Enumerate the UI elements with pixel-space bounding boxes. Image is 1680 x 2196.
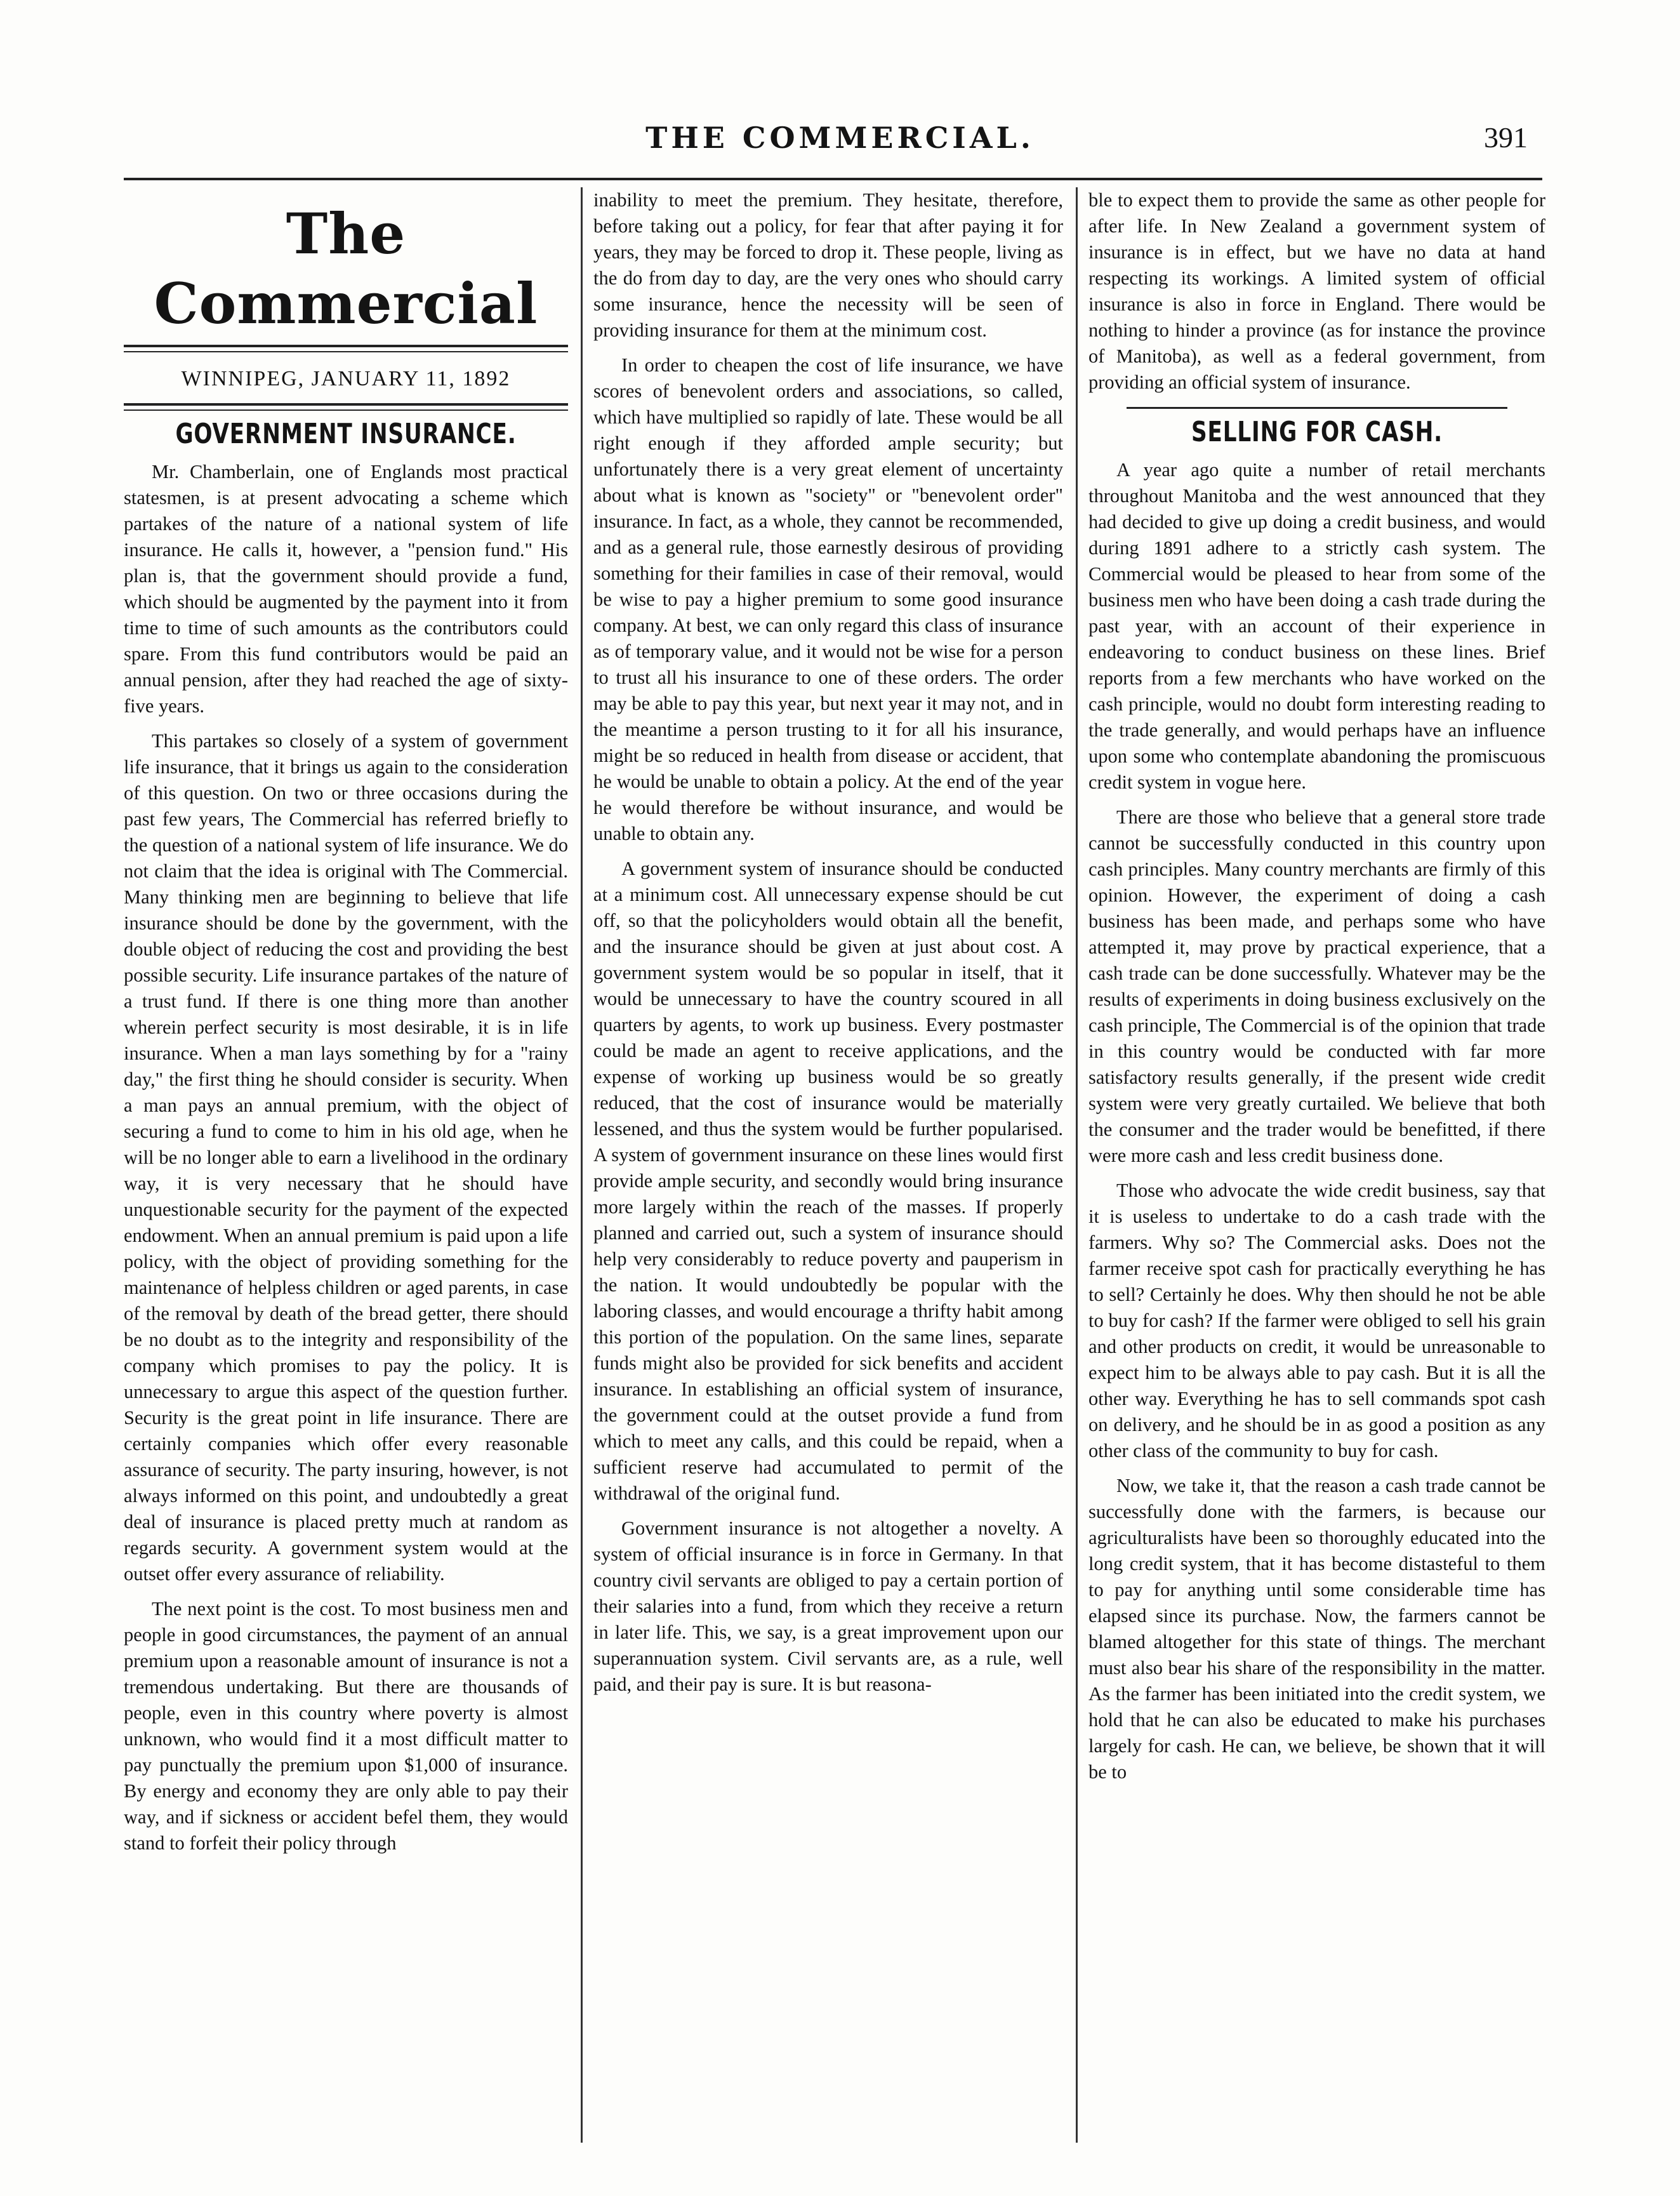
top-rule — [124, 178, 1542, 180]
article-paragraph: The next point is the cost. To most business men and people in good circumstances, the payment of an annual premium upon a reasonable amount of insurance is not a tremendous undertaking. But there are thousands of people, even in this country where poverty is almost unknown, who would find it a most difficult matter to pay punctually the premium upon $1,000 of insurance. By energy and economy they are only able to pay their way, and if sickness or accident befel them, they would stand to forfeit their policy through — [124, 1598, 568, 1854]
article-paragraph: inability to meet the premium. They hesitate, therefore, before taking out a policy, for fear that after paying it for years, they may be forced to drop it. These people, living as the do from day to day, are the very ones who should carry some insurance, hence the necessity will be seen of providing insurance for them at the minimum cost. — [593, 189, 1063, 341]
article-headline: GOVERNMENT INSURANCE. — [175, 418, 517, 450]
article-paragraph: In order to cheapen the cost of life insurance, we have scores of benevolent orders and associations, so called, which have multiplied so rapidly of late. These would be all right enough if they afforded ample security; but unfortunately there is a very great element of uncertainty about what is known as "society" or "benevolent order" insurance. In fact, as a whole, they cannot be recommended, and as a general rule, those earnestly desirous of providing something for their families in case of their removal, would be wise to pay a higher premium to some good insurance company. At best, we can only regard this class of insurance as of temporary value, and it would not be wise for a person to trust all his insurance to one of these orders. The order may be able to pay this year, but next year it may not, and in the meantime a person trusting to it for all his insurance, might be so reduced in health from disease or accident, that he would be unable to obtain a policy. At the end of the year he would therefore be without insurance, and would be unable to obtain any. — [593, 354, 1063, 844]
article-separator — [1127, 407, 1507, 409]
dateline-rule — [124, 403, 568, 411]
article-paragraph: There are those who believe that a general store trade cannot be successfully conducted in this country upon cash principles. Many country merchants are firmly of this opinion. However, the experiment of doing a cash business has been made, and perhaps some who have attempted it, may prove by practical experience, that a cash trade can be done successfully. Whatever may be the results of experiments in doing business exclusively on the cash principle, The Commercial is of the opinion that trade in this country would be conducted with far more satisfactory results generally, if the present wide credit system were very greatly curtailed. We believe that both the consumer and the trader would be benefitted, if there were more cash and less credit business done. — [1088, 806, 1545, 1166]
article-paragraph: Now, we take it, that the reason a cash trade cannot be successfully done with the farmers, is because our agriculturalists have been so thoroughly educated into the long credit system, that it has become distasteful to them to pay for anything until some considerable time has elapsed since its purchase. Now, the farmers cannot be blamed altogether for this state of things. The merchant must also bear his share of the responsibility in the matter. As the farmer has been initiated into the credit system, we hold that he can also be educated to make his purchases largely for cash. He can, we believe, be shown that it will be to — [1088, 1475, 1545, 1783]
title-rule — [124, 345, 568, 352]
column-2 — [593, 187, 1063, 2143]
column-3 — [1088, 187, 1545, 2143]
dateline: WINNIPEG, JANUARY 11, 1892 — [181, 367, 511, 390]
column-divider — [581, 187, 583, 2143]
article-paragraph: Mr. Chamberlain, one of Englands most practical statesmen, is at present advocating a scheme which partakes of the nature of a national system of life insurance. He calls it, however, a "pension fund." His plan is, that the government should provide a fund, which should be augmented by the payment into it from time to time of such amounts as the contributors could spare. From this fund contributors would be paid an annual pension, after they had reached the age of sixty-five years. — [124, 461, 568, 717]
column-1 — [124, 187, 568, 2143]
article-headline: SELLING FOR CASH. — [1191, 416, 1443, 448]
paper-title: The Commercial — [154, 201, 538, 336]
article-paragraph: Government insurance is not altogether a novelty. A system of official insurance is in force in Germany. In that country civil servants are obliged to pay a certain portion of their salaries into a fund, from which they receive a return in later life. This, we say, is a great improvement upon our superannuation system. Civil servants are, as a rule, well paid, and their pay is sure. It is but reasona- — [593, 1517, 1063, 1695]
article-paragraph: This partakes so closely of a system of government life insurance, that it brings us again to the consideration of this question. On two or three occasions during the past few years, The Commercial has referred briefly to the question of a national system of life insurance. We do not claim that the idea is original with The Commercial. Many thinking men are beginning to believe that life insurance should be done by the government, with the double object of reducing the cost and providing the best possible security. Life insurance partakes of the nature of a trust fund. If there is one thing more than another wherein perfect security is most desirable, it is in life insurance. When a man lays something by for a "rainy day," the first thing he should consider is security. When a man pays an annual premium, with the object of securing a fund to come to him in his old age, when he will be no longer able to earn a livelihood in the ordinary way, it is very necessary that he should have unquestionable security for the payment of the expected endowment. When an annual premium is paid upon a life policy, with the object of providing something for the maintenance of helpless children or aged parents, in case of the removal by death of the bread getter, there should be no doubt as to the integrity and responsibility of the company which promises to pay the policy. It is unnecessary to argue this aspect of the question further. Security is the great point in life insurance. There are certainly companies which offer every reasonable assurance of security. The party insuring, however, is not always informed on this point, and undoubtedly a great deal of insurance is placed pretty much at random as regards security. A government system would at the outset offer every assurance of reliability. — [124, 730, 568, 1585]
running-header — [0, 121, 1680, 165]
column-divider — [1076, 187, 1078, 2143]
page-number: 391 — [1484, 121, 1528, 154]
article-paragraph: A year ago quite a number of retail merchants throughout Manitoba and the west announced that they had decided to give up doing a credit business, and would during 1891 adhere to a strictly cash system. The Commercial would be pleased to hear from some of the business men who have been doing a cash trade during the past year, with an account of their experience in endeavoring to conduct business on these lines. Brief reports from a few merchants who have worked on the cash principle, would no doubt form interesting reading to the trade generally, and would perhaps have an influence upon some who contemplate abandoning the promiscuous credit system in vogue here. — [1088, 459, 1545, 793]
article-paragraph: A government system of insurance should be conducted at a minimum cost. All unnecessary expense should be cut off, so that the policyholders would obtain all the benefit, and the insurance should be given at just about cost. A government system would be so popular in itself, that it would be unnecessary to have the country scoured in all quarters by agents, to work up business. Every postmaster could be made an agent to receive applications, and the expense of working up business would be so greatly reduced, that the cost of insurance would be materially lessened, and thus the system would be further popularised. A system of government insurance on these lines would first provide ample security, and secondly would bring insurance more largely within the reach of the masses. If properly planned and carried out, such a system of insurance should help very considerably to reduce poverty and pauperism in the nation. It would undoubtedly be popular with the laboring classes, and would encourage a thrifty habit among this portion of the population. On the same lines, separate funds might also be provided for sick benefits and accident insurance. In establishing an official system of insurance, the government could at the outset provide a fund from which to meet any calls, and this could be repaid, when a sufficient reserve had accumulated to permit of the withdrawal of the original fund. — [593, 858, 1063, 1504]
running-masthead: THE COMMERCIAL. — [645, 121, 1035, 155]
article-paragraph: Those who advocate the wide credit business, say that it is useless to undertake to do a cash trade with the farmers. Why so? The Commercial asks. Does not the farmer receive spot cash for practically everything he has to sell? Certainly he does. Why then should he not be able to buy for cash? If the farmer were obliged to sell his grain and other products on credit, it would be unreasonable to expect him to be always able to pay cash. But it is all the other way. Everything he has to sell commands spot cash on delivery, and he should be in as good a position as any other class of the community to buy for cash. — [1088, 1180, 1545, 1461]
article-paragraph: ble to expect them to provide the same as other people for after life. In New Zealand a government system of insurance is in effect, but we have no data at hand respecting its workings. A limited system of official insurance is also in force in England. There would be nothing to hinder a province (as for instance the province of Manitoba), as well as a federal government, from providing an official system of insurance. — [1088, 189, 1545, 393]
